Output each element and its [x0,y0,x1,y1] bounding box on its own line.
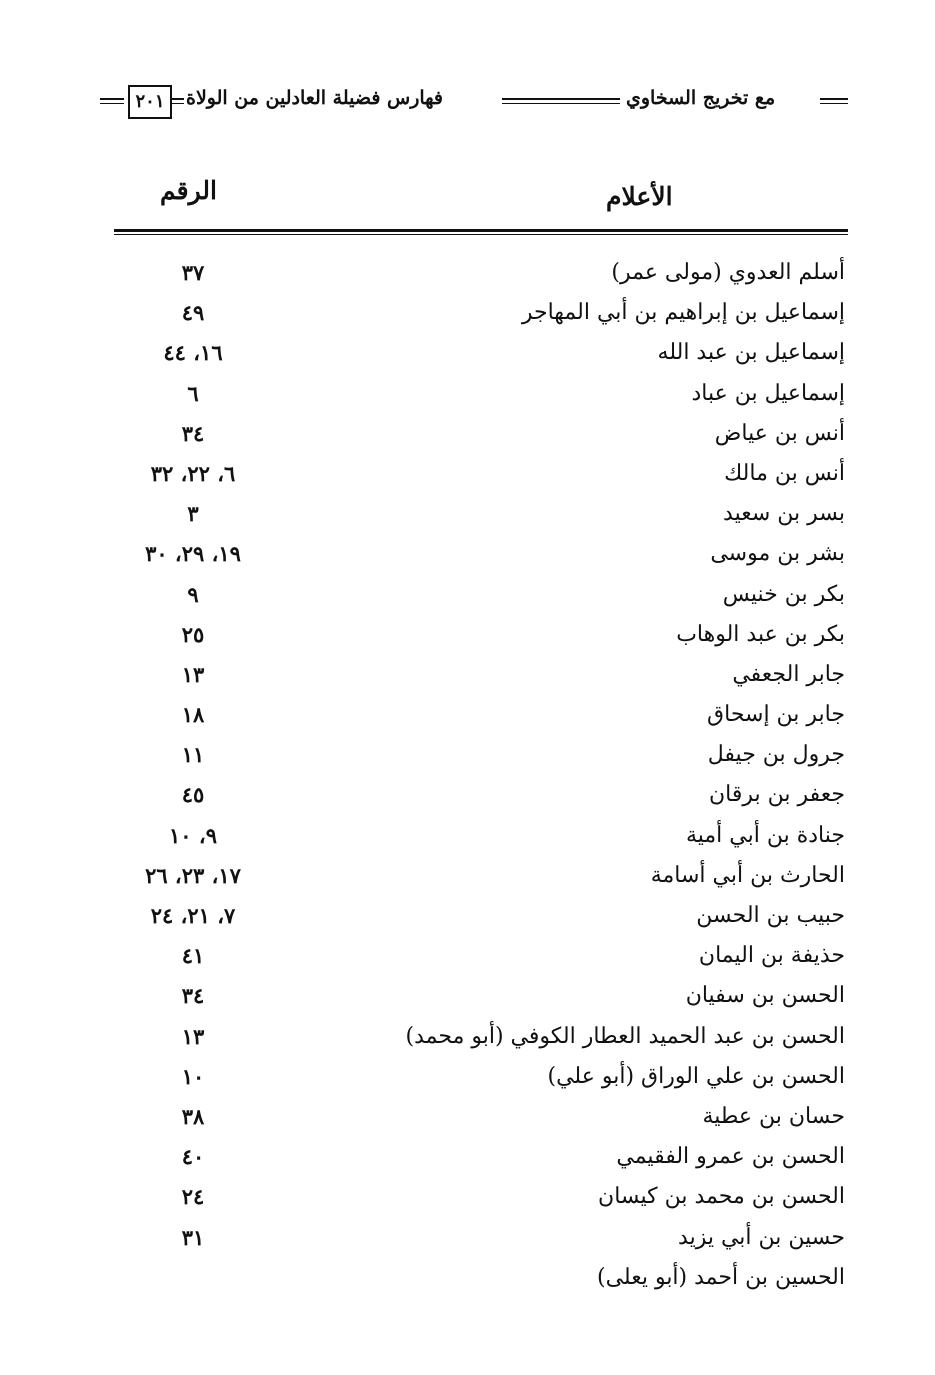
header-book-title: مع تخريج السخاوي [626,87,776,109]
header-book-section: فهارس فضيلة العادلين من الولاة [186,87,444,109]
index-entry [100,334,845,374]
index-list [100,254,845,1299]
index-entry [100,375,845,415]
index-entry [100,1259,845,1299]
entry-page-numbers: ٤٥ [181,782,205,808]
entry-page-numbers: ٩ [187,581,199,607]
index-entry [100,616,845,656]
index-entry [100,455,845,495]
entry-name: إسماعيل بن عباد [691,380,845,406]
entry-name: بسر بن سعيد [723,501,845,527]
header-rule [820,98,848,104]
entry-page-numbers: ١٠ [181,1063,205,1089]
entry-name: حسين بن أبي يزيد [678,1224,845,1250]
entry-name: بكر بن خنيس [722,581,845,607]
header-rule [100,98,124,104]
index-entry [100,736,845,776]
entry-name: جابر بن إسحاق [707,702,845,728]
entry-page-numbers: ١٦، ٤٤ [163,340,223,366]
index-entry [100,254,845,294]
header-rule [172,98,184,104]
index-entry [100,937,845,977]
entry-name: جعفر بن برقان [709,782,845,808]
index-entry [100,857,845,897]
entry-name: أسلم العدوي (مولى عمر) [611,260,845,285]
running-header [100,82,848,126]
entry-page-numbers: ١٧، ٢٣، ٢٦ [145,862,241,888]
entry-page-numbers: ٣٧ [181,260,205,285]
index-entry [100,415,845,455]
entry-page-numbers: ١٣ [181,661,205,687]
entry-page-numbers: ١٨ [181,702,205,728]
entry-page-numbers: ٧، ٢١، ٢٤ [150,903,236,928]
index-entry [100,535,845,575]
entry-name: جابر الجعفي [732,661,845,687]
entry-name: الحسن بن محمد بن كيسان [598,1184,845,1210]
entry-name: إسماعيل بن عبد الله [657,340,845,366]
index-entry [100,576,845,616]
entry-page-numbers: ٦ [187,380,199,406]
entry-name: حسان بن عطية [702,1103,845,1129]
entry-page-numbers: ٣٨ [181,1103,205,1129]
page-number: ٢٠١ [128,85,172,119]
entry-name: حبيب بن الحسن [696,903,845,928]
entry-page-numbers: ١٩، ٢٩، ٣٠ [145,541,241,567]
entry-name: جرول بن جيفل [707,742,845,768]
entry-page-numbers: ٩، ١٠ [169,822,217,848]
entry-page-numbers: ٤١ [181,943,205,969]
entry-name: جنادة بن أبي أمية [685,822,845,848]
entry-name: الحسن بن عبد الحميد العطار الكوفي (أبو محمد) [405,1023,845,1049]
number-column-heading: الرقم [160,176,217,205]
entry-name: إسماعيل بن إبراهيم بن أبي المهاجر [521,300,845,326]
entry-name: بشر بن موسى [710,541,845,567]
index-entry [100,294,845,334]
index-entry [100,1219,845,1259]
heading-rule [114,229,848,232]
entry-page-numbers: ٢٤ [181,1184,205,1210]
entry-name: الحسن بن سفيان [685,983,845,1009]
index-entry [100,656,845,696]
index-entry [100,1178,845,1218]
entry-page-numbers: ٣٤ [181,983,205,1009]
entry-name: أنس بن مالك [724,460,845,486]
entry-page-numbers: ٣٤ [181,420,205,446]
entry-page-numbers: ٤٩ [181,300,205,326]
names-column-heading: الأعلام [606,182,673,211]
index-entry [100,776,845,816]
heading-rule-thin [114,234,848,235]
index-entry [100,1018,845,1058]
entry-name: أنس بن عياض [714,420,845,446]
entry-name: الحسين بن أحمد (أبو يعلى) [597,1264,845,1290]
entry-page-numbers: ٦، ٢٢، ٣٢ [150,460,236,486]
entry-page-numbers: ٣١ [181,1224,205,1250]
header-rule [502,98,620,104]
index-entry [100,977,845,1017]
entry-page-numbers: ١١ [181,742,205,768]
entry-name: الحسن بن علي الوراق (أبو علي) [547,1063,845,1089]
entry-page-numbers: ١٣ [181,1023,205,1049]
entry-name: بكر بن عبد الوهاب [676,621,845,647]
entry-name: حذيفة بن اليمان [698,943,845,969]
entry-page-numbers: ٣ [187,501,199,527]
index-entry [100,817,845,857]
index-entry [100,1058,845,1098]
index-entry [100,696,845,736]
entry-page-numbers: ٤٠ [181,1144,205,1170]
entry-name: الحسن بن عمرو الفقيمي [616,1144,845,1170]
index-entry [100,495,845,535]
entry-name: الحارث بن أبي أسامة [650,862,845,888]
index-entry [100,1138,845,1178]
index-entry [100,897,845,937]
index-entry [100,1098,845,1138]
entry-page-numbers: ٢٥ [181,621,205,647]
